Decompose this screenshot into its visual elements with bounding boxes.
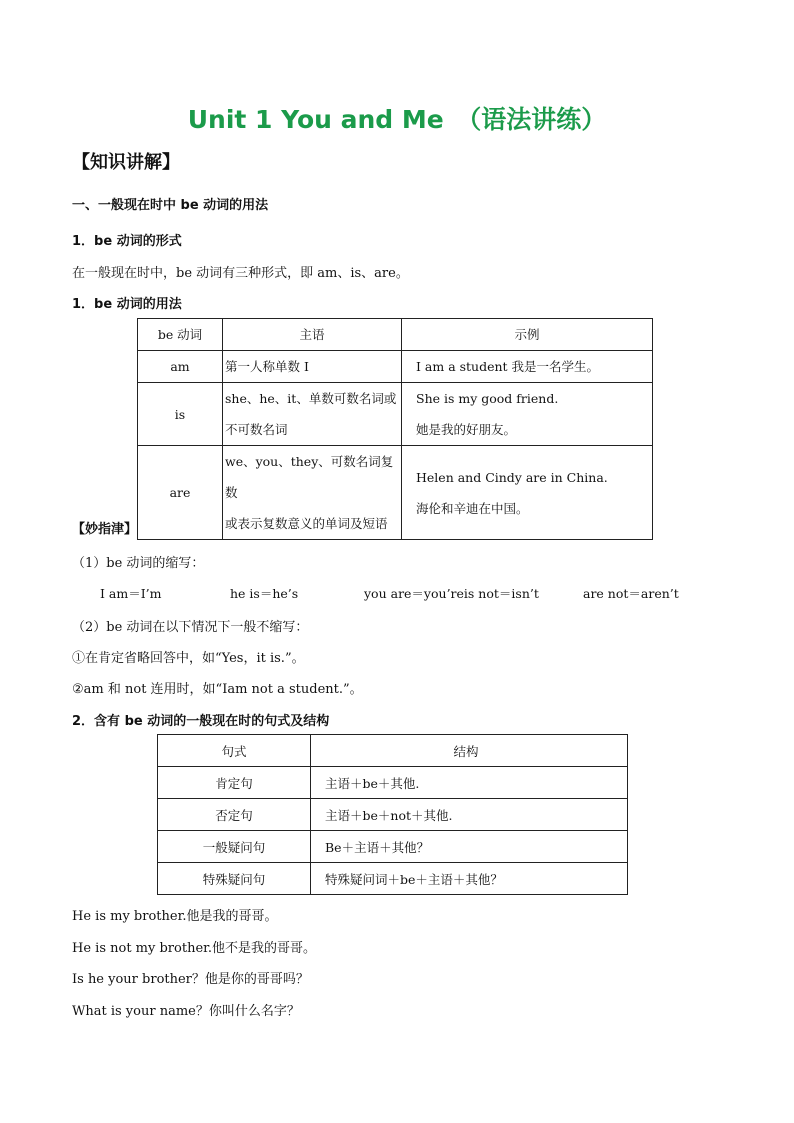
table-row (138, 446, 653, 540)
subject-line: 或表示复数意义的单词及短语 (225, 516, 388, 531)
sub2-title: 1．be 动词的用法 (72, 297, 182, 312)
verb-cell: am (138, 351, 223, 383)
example-line: 海伦和辛迪在中国。 (416, 500, 529, 516)
table-header-row (158, 735, 628, 767)
sub1-text: 在一般现在时中，be 动词有三种形式，即 am、is、are。 (72, 266, 409, 281)
table-header-cell: 句式 (158, 735, 311, 767)
sentence-type-cell: 肯定句 (158, 767, 311, 799)
tip2-item: ②am 和 not 连用时，如“Iam not a student.”。 (72, 682, 363, 697)
sentence-structure-table (157, 734, 628, 895)
sentence-type-cell: 否定句 (158, 799, 311, 831)
contraction-item: I am＝I’m (100, 586, 162, 601)
example-cell (402, 446, 653, 540)
contraction-item: you are＝you’reis not＝isn’t (364, 586, 539, 601)
example-line: 她是我的好朋友。 (416, 422, 517, 437)
structure-cell: 主语＋be＋其他. (311, 767, 628, 799)
contraction-item: he is＝he’s (230, 586, 299, 601)
contraction-item: are not＝aren’t (583, 586, 679, 601)
page-title: Unit 1 You and Me （语法讲练） (187, 105, 607, 134)
structure-cell: 主语＋be＋not＋其他. (311, 799, 628, 831)
example-line: Helen and Cindy are in China. (416, 469, 608, 485)
section2-title: 2．含有 be 动词的一般现在时的句式及结构 (72, 714, 330, 729)
table-row (158, 863, 628, 895)
table-header-row (138, 319, 653, 351)
table-row (138, 383, 653, 446)
structure-cell: Be＋主语＋其他？ (311, 831, 628, 863)
table-row (158, 799, 628, 831)
tip2-item: ①在肯定省略回答中，如“Yes，it is.”。 (72, 651, 305, 666)
table-row (158, 831, 628, 863)
sub1-title: 1．be 动词的形式 (72, 234, 182, 249)
example-sentence: He is my brother.他是我的哥哥。 (72, 909, 278, 924)
table-header-cell: 示例 (402, 319, 653, 351)
example-sentence: What is your name？你叫什么名字？ (72, 1004, 300, 1019)
verb-cell: is (138, 383, 223, 446)
subject-line: she、he、it、单数可数名词或 (225, 391, 397, 406)
table-row (138, 351, 653, 383)
section1-title: 一、一般现在时中 be 动词的用法 (72, 198, 269, 213)
tips-header: 【妙指津】 (72, 522, 138, 537)
table-header-cell: 结构 (311, 735, 628, 767)
example-cell (402, 383, 653, 446)
subject-cell (223, 383, 402, 446)
knowledge-header: 【知识讲解】 (72, 152, 180, 173)
subject-line: 不可数名词 (225, 422, 288, 437)
example-sentence: He is not my brother.他不是我的哥哥。 (72, 941, 317, 956)
sentence-type-cell: 特殊疑问句 (158, 863, 311, 895)
verb-cell: are (138, 446, 223, 540)
example-line: She is my good friend. (416, 391, 559, 406)
subject-cell (223, 446, 402, 540)
example-sentence: Is he your brother？他是你的哥哥吗？ (72, 972, 309, 987)
example-cell: I am a student 我是一名学生。 (402, 351, 653, 383)
table-row (158, 767, 628, 799)
tip1-title: （1）be 动词的缩写： (72, 556, 205, 571)
table-header-cell: be 动词 (138, 319, 223, 351)
be-verb-usage-table (137, 318, 653, 540)
structure-cell: 特殊疑问词＋be＋主语＋其他？ (311, 863, 628, 895)
table-header-cell: 主语 (223, 319, 402, 351)
subject-line: we、you、they、可数名词复数 (225, 454, 394, 500)
sentence-type-cell: 一般疑问句 (158, 831, 311, 863)
tip2-title: （2）be 动词在以下情况下一般不缩写： (72, 620, 309, 635)
subject-cell: 第一人称单数 I (223, 351, 402, 383)
